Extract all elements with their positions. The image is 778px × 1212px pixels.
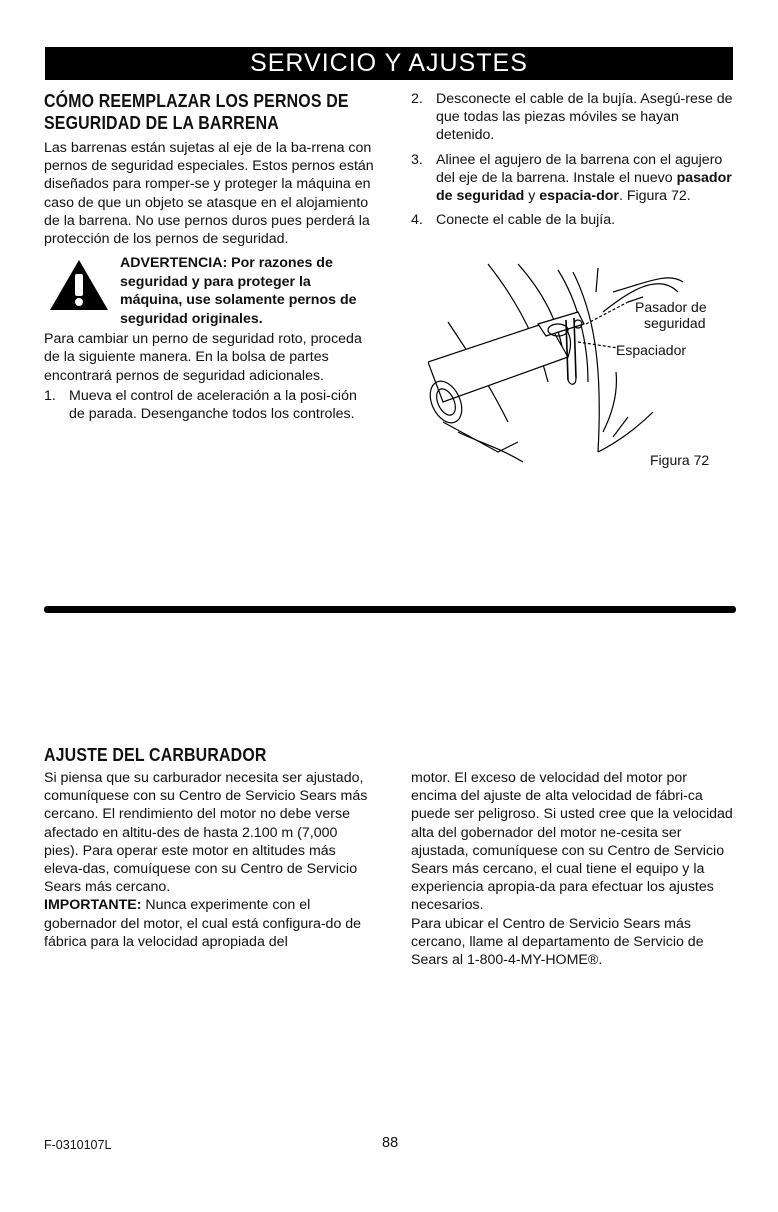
carburetor-paragraph-1: Si piensa que su carburador necesita ser ajustado, comuníquese con su Centro de Servicio Sears más cercano. El rendimiento del motor no debe verse afectado en altitu-des de hasta 2.100 m (7,000 pies). Para operar este motor en altitudes más eleva-das, comuíquese con su Centro de Servicio Sears más cercano. bbox=[44, 770, 368, 896]
list-item: 2. Desconecte el cable de la bujía. Asegú-rese de que todas las piezas móviles se hayan detenido. bbox=[411, 91, 733, 144]
label-spacer: Espaciador bbox=[616, 342, 687, 358]
carburetor-paragraph-3: Para ubicar el Centro de Servicio Sears más cercano, llame al departamento de Servicio de Sears al 1-800-4-MY-HOME®. bbox=[411, 915, 704, 969]
important-label: IMPORTANTE: bbox=[44, 897, 142, 914]
steps-list-left bbox=[44, 387, 374, 423]
figure-72 bbox=[428, 262, 728, 474]
intro-paragraph: Las barrenas están sujetas al eje de la ba-rrena con pernos de seguridad especiales. Estos pernos están diseñados para romper-se y proteger la máquina en caso de que un objeto se atasque en el alojamiento de la barrena. No use pernos duros pues perderá la protección de los pernos de seguridad. bbox=[44, 140, 374, 248]
document-code: F-0310107L bbox=[44, 1138, 112, 1152]
page-number: 88 bbox=[382, 1135, 399, 1151]
figure-caption: Figura 72 bbox=[650, 452, 710, 468]
right-column-top bbox=[411, 90, 736, 229]
carburetor-heading: AJUSTE DEL CARBURADOR bbox=[44, 744, 267, 765]
left-column-top bbox=[44, 90, 374, 423]
list-item: 4. Conecte el cable de la bujía. bbox=[411, 212, 616, 229]
procedure-intro: Para cambiar un perno de seguridad roto, proceda de la siguiente manera. En la bolsa de partes encontrará pernos de seguridad adicionales. bbox=[44, 331, 362, 384]
list-item: 1. Mueva el control de aceleración a la posi-ción de parada. Desenganche todos los controles. bbox=[44, 387, 357, 423]
left-column-bottom bbox=[44, 744, 374, 951]
right-column-bottom bbox=[411, 769, 736, 969]
list-item: 3. Alinee el agujero de la barrena con el agujero del eje de la barrena. Instale el nuevo pasador de seguridad y espacia-dor. Figura 72. bbox=[411, 151, 732, 205]
section-heading: CÓMO REEMPLAZAR LOS PERNOS DE SEGURIDAD DE LA BARRENA bbox=[44, 90, 349, 133]
warning-text: ADVERTENCIA: Por razones de seguridad y para proteger la máquina, use solamente pernos de seguridad originales. bbox=[120, 255, 357, 327]
important-paragraph: IMPORTANTE: Nunca experimente con el gobernador del motor, el cual está configura-do de fábrica para la velocidad apropiada del bbox=[44, 897, 362, 950]
section-banner: SERVICIO Y AJUSTES bbox=[45, 47, 733, 80]
steps-list-right bbox=[411, 90, 736, 229]
label-shear-pin: Pasador de seguridad bbox=[635, 299, 707, 331]
section-divider bbox=[44, 606, 736, 613]
auger-shear-pin-illustration bbox=[428, 262, 728, 474]
warning-block bbox=[44, 254, 374, 328]
warning-triangle-icon bbox=[49, 259, 109, 311]
carburetor-paragraph-2: motor. El exceso de velocidad del motor por encima del ajuste de alta velocidad de fábri-ca puede ser peligroso. Si usted cree que la velocidad alta del gobernador del motor ne-cesita ser ajustada, comuníquese con su Centro de Servicio Sears más cercano, el cual tiene el equipo y la experiencia apropia-da para efectuar los ajustes necesarios. bbox=[411, 770, 733, 914]
